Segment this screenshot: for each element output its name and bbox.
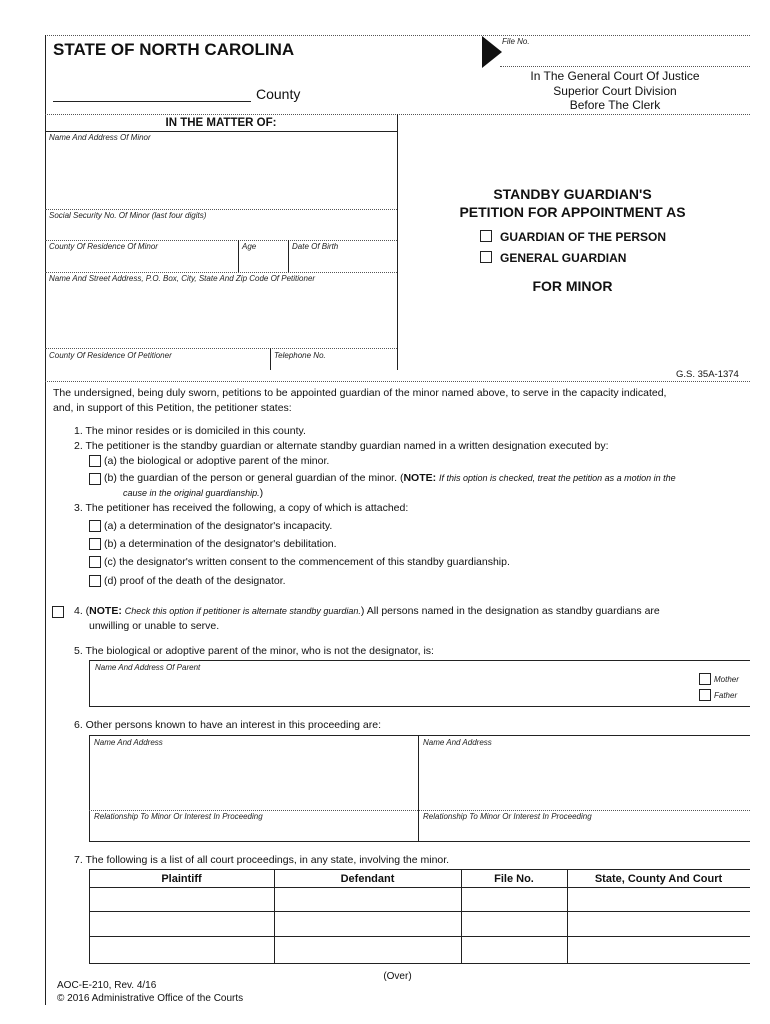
over-label: (Over) bbox=[383, 971, 412, 982]
guardian-person-checkbox[interactable] bbox=[480, 230, 492, 242]
state-title: STATE OF NORTH CAROLINA bbox=[53, 40, 295, 59]
option-general-guardian: GENERAL GUARDIAN bbox=[500, 251, 627, 265]
item-5: 5. The biological or adoptive parent of the minor, who is not the designator, is: bbox=[74, 645, 434, 657]
mother-checkbox[interactable] bbox=[699, 673, 711, 685]
county-petitioner-label: County Of Residence Of Petitioner bbox=[49, 351, 172, 360]
item-3c-checkbox[interactable] bbox=[89, 556, 101, 568]
file-no-arrow-icon bbox=[482, 36, 504, 70]
item-3d: (d) proof of the death of the designator. bbox=[104, 575, 286, 587]
item-4-note: Check this option if petitioner is alternate standby guardian. bbox=[124, 606, 361, 616]
title-for-minor: FOR MINOR bbox=[532, 278, 613, 294]
item-3a: (a) a determination of the designator's incapacity. bbox=[104, 520, 333, 532]
title-line2: PETITION FOR APPOINTMENT AS bbox=[459, 204, 686, 220]
item-3d-checkbox[interactable] bbox=[89, 575, 101, 587]
item-2b-note: If this option is checked, treat the petition as a motion in the bbox=[439, 473, 676, 483]
mother-label: Mother bbox=[714, 675, 739, 684]
item-2: 2. The petitioner is the standby guardian or alternate standby guardian named in a written designation executed by: bbox=[74, 440, 609, 452]
father-checkbox[interactable] bbox=[699, 689, 711, 701]
proceedings-table bbox=[89, 869, 750, 963]
item-1: 1. The minor resides or is domiciled in this county. bbox=[74, 425, 306, 437]
county-minor-label: County Of Residence Of Minor bbox=[49, 242, 158, 251]
parent-field[interactable] bbox=[92, 674, 692, 704]
item-6: 6. Other persons known to have an interest in this proceeding are: bbox=[74, 719, 382, 731]
item-2a: (a) the biological or adoptive parent of the minor. bbox=[104, 455, 330, 467]
court-line1: In The General Court Of Justice bbox=[530, 69, 700, 83]
item-3c: (c) the designator's written consent to the commencement of this standby guardianship. bbox=[104, 556, 510, 568]
parent-label: Name And Address Of Parent bbox=[95, 663, 201, 672]
petitioner-address-label: Name And Street Address, P.O. Box, City, State And Zip Code Of Petitioner bbox=[49, 274, 316, 283]
general-guardian-checkbox[interactable] bbox=[480, 251, 492, 263]
age-label: Age bbox=[242, 242, 257, 251]
item-7: 7. The following is a list of all court proceedings, in any state, involving the minor. bbox=[74, 854, 450, 866]
item-4-checkbox[interactable] bbox=[52, 606, 64, 618]
col-state-county-court: State, County And Court bbox=[594, 873, 723, 885]
item-3b-checkbox[interactable] bbox=[89, 538, 101, 550]
statute: G.S. 35A-1374 bbox=[676, 369, 739, 380]
item-2b-close: ) bbox=[259, 487, 264, 499]
intro-line1: The undersigned, being duly sworn, petitions to be appointed guardian of the minor named above, to serve in the capacity indicated, bbox=[53, 387, 667, 399]
item-4-num: 4. ( bbox=[74, 605, 90, 617]
item-2a-checkbox[interactable] bbox=[89, 455, 101, 467]
option-guardian-person: GUARDIAN OF THE PERSON bbox=[500, 230, 667, 244]
item-2b-checkbox[interactable] bbox=[89, 473, 101, 485]
item-4-cont: unwilling or unable to serve. bbox=[89, 620, 220, 632]
file-no-label: File No. bbox=[502, 37, 530, 46]
telephone-label: Telephone No. bbox=[274, 351, 326, 360]
form-number: AOC-E-210, Rev. 4/16 bbox=[57, 980, 157, 991]
relationship-2-label: Relationship To Minor Or Interest In Proceeding bbox=[423, 812, 592, 821]
court-line3: Before The Clerk bbox=[569, 98, 661, 112]
title-line1: STANDBY GUARDIAN'S bbox=[493, 186, 652, 202]
court-line2: Superior Court Division bbox=[553, 83, 677, 98]
col-file-no: File No. bbox=[494, 873, 534, 885]
name-address-1-label: Name And Address bbox=[94, 738, 163, 747]
item-3a-checkbox[interactable] bbox=[89, 520, 101, 532]
item-2b: (b) the guardian of the person or general guardian of the minor. ( bbox=[104, 472, 404, 484]
copyright: © 2016 Administrative Office of the Courts bbox=[57, 993, 244, 1004]
dob-label: Date Of Birth bbox=[292, 242, 339, 251]
col-plaintiff: Plaintiff bbox=[161, 873, 202, 885]
item-4-text: ) All persons named in the designation as standby guardians are bbox=[360, 605, 660, 617]
matter-heading: IN THE MATTER OF: bbox=[165, 117, 277, 129]
name-address-minor-label: Name And Address Of Minor bbox=[49, 133, 151, 142]
name-address-minor-field[interactable] bbox=[47, 144, 395, 208]
name-address-2-label: Name And Address bbox=[423, 738, 492, 747]
file-no-line[interactable] bbox=[500, 66, 750, 67]
item-3: 3. The petitioner has received the following, a copy of which is attached: bbox=[74, 502, 409, 514]
col-defendant: Defendant bbox=[340, 873, 395, 885]
ssn-minor-label: Social Security No. Of Minor (last four digits) bbox=[49, 211, 207, 220]
item-2b-note-cont: cause in the original guardianship. bbox=[123, 488, 260, 498]
item-3b: (b) a determination of the designator's debilitation. bbox=[104, 538, 337, 550]
county-label: County bbox=[256, 86, 301, 102]
item-4-note-label: NOTE: bbox=[89, 605, 122, 617]
father-label: Father bbox=[714, 691, 738, 700]
item-2b-note-label: NOTE: bbox=[403, 472, 437, 484]
intro-line2: and, in support of this Petition, the petitioner states: bbox=[53, 402, 292, 414]
relationship-1-label: Relationship To Minor Or Interest In Proceeding bbox=[94, 812, 263, 821]
county-line[interactable] bbox=[53, 101, 251, 102]
